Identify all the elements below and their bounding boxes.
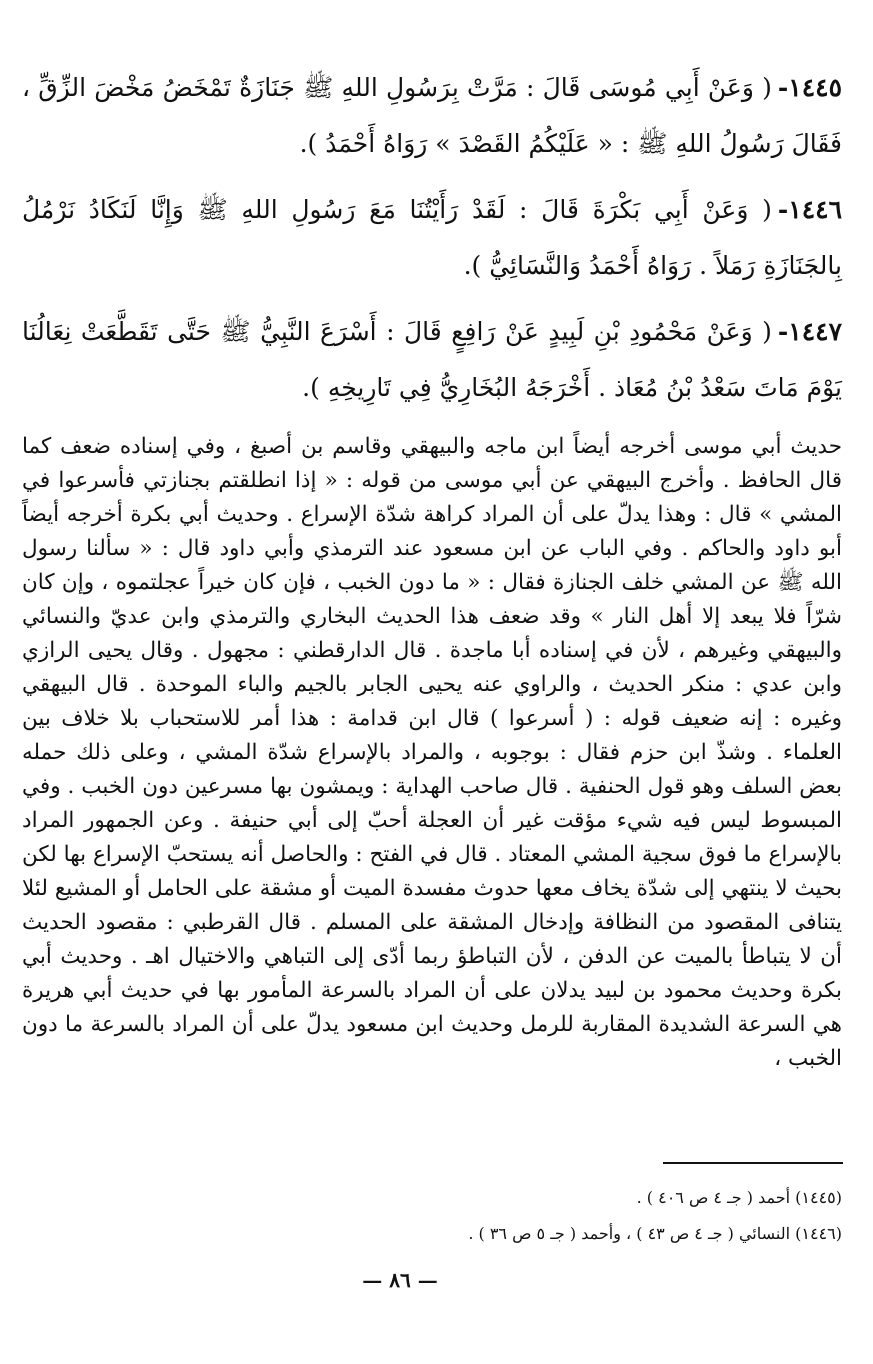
footnote-1446: (١٤٤٦) النسائي ( جـ ٤ ص ٤٣ ) ، وأحمد ( جـ ٥ ص ٣٦ ) . [468, 1224, 842, 1243]
hadith-number: ١٤٤٧- [777, 317, 843, 346]
footnote-divider [663, 1162, 843, 1164]
hadith-text: ( وَعَنْ أَبِي بَكْرَةَ قَالَ : لَقَدْ رَأَيْتُنَا مَعَ رَسُولِ اللهِ ﷺ وَإِنَّا لَنَكَادُ نَرْمُلُ بِالجَنَازَةِ رَمَلاً . رَوَاهُ أَحْمَدُ وَالنَّسَائِيُّ ). [22, 195, 842, 280]
hadith-text: ( وَعَنْ مَحْمُودِ بْنِ لَبِيدٍ عَنْ رَافِعٍ قَالَ : أَسْرَعَ النَّبِيُّ ﷺ حَتَّى تَقَطَّعَتْ نِعَالُنَا يَوْمَ مَاتَ سَعْدُ بْنُ مُعَاذ . أَخْرَجَهُ البُخَارِيُّ فِي تَارِيخِهِ ). [22, 317, 842, 402]
hadith-1447 [22, 304, 842, 416]
hadith-number: ١٤٤٦- [777, 195, 842, 224]
hadith-1446 [22, 182, 842, 294]
footnote-1445: (١٤٤٥) أحمد ( جـ ٤ ص ٤٠٦ ) . [636, 1188, 842, 1207]
hadith-text: ( وَعَنْ أَبِي مُوسَى قَالَ : مَرَّتْ بِرَسُولِ اللهِ ﷺ جَنَازَةٌ تَمْخَضُ مَخْضَ الزِّقِّ ، فَقَالَ رَسُولُ اللهِ ﷺ : « عَلَيْكُمُ القَصْدَ » رَوَاهُ أَحْمَدُ ). [22, 73, 842, 158]
hadith-1445 [22, 60, 842, 172]
page-body [22, 60, 842, 1076]
commentary-paragraph: حديث أبي موسى أخرجه أيضاً ابن ماجه والبيهقي وقاسم بن أصبغ ، وفي إسناده ضعف كما قال الحافظ . وأخرج البيهقي عن أبي موسى من قوله : « إذا انطلقتم بجنازتي فأسرعوا في المشي » قال : وهذا يدلّ على أن المراد كراهة شدّة الإسراع . وحديث أبي بكرة أخرجه أيضاً أبو داود والحاكم . وفي الباب عن ابن مسعود عند الترمذي وأبي داود قال : « سألنا رسول الله ﷺ عن المشي خلف الجنازة فقال : « ما دون الخبب ، فإن كان خيراً عجلتموه ، وإن كان شرّاً فلا يبعد إلا أهل النار » وقد ضعف هذا الحديث البخاري والترمذي وابن عديّ والنسائي والبيهقي وغيرهم ، لأن في إسناده أبا ماجدة . قال الدارقطني : مجهول . وقال يحيى الرازي وابن عدي : منكر الحديث ، والراوي عنه يحيى الجابر بالجيم والباء الموحدة . قال البيهقي وغيره : إنه ضعيف قوله : ( أسرعوا ) قال ابن قدامة : هذا أمر للاستحباب بلا خلاف بين العلماء . وشذّ ابن حزم فقال : بوجوبه ، والمراد بالإسراع شدّة المشي ، وعلى ذلك حمله بعض السلف وهو قول الحنفية . قال صاحب الهداية : ويمشون بها مسرعين دون الخبب . وفي المبسوط ليس فيه شيء مؤقت غير أن العجلة أحبّ إلى أبي حنيفة . وعن الجمهور المراد بالإسراع ما فوق سجية المشي المعتاد . قال في الفتح : والحاصل أنه يستحبّ الإسراع بها لكن بحيث لا ينتهي إلى شدّة يخاف معها حدوث مفسدة الميت أو مشقة على الحامل أو المشيع لئلا يتنافى المقصود من النظافة وإدخال المشقة على المسلم . قال القرطبي : مقصود الحديث أن لا يتباطأ بالميت عن الدفن ، لأن التباطؤ ربما أدّى إلى التباهي والاختيال اهـ . وحديث أبي بكرة وحديث محمود بن لبيد يدلان على أن المراد بالسرعة المأمور بها في حديث أبي هريرة هي السرعة الشديدة المقاربة للرمل وحديث ابن مسعود يدلّ على أن المراد بالسرعة ما دون الخبب ، [22, 434, 842, 1071]
hadith-number: ١٤٤٥- [777, 73, 842, 102]
footnotes [22, 1180, 842, 1252]
page-number: — ٨٦ — [362, 1268, 438, 1292]
